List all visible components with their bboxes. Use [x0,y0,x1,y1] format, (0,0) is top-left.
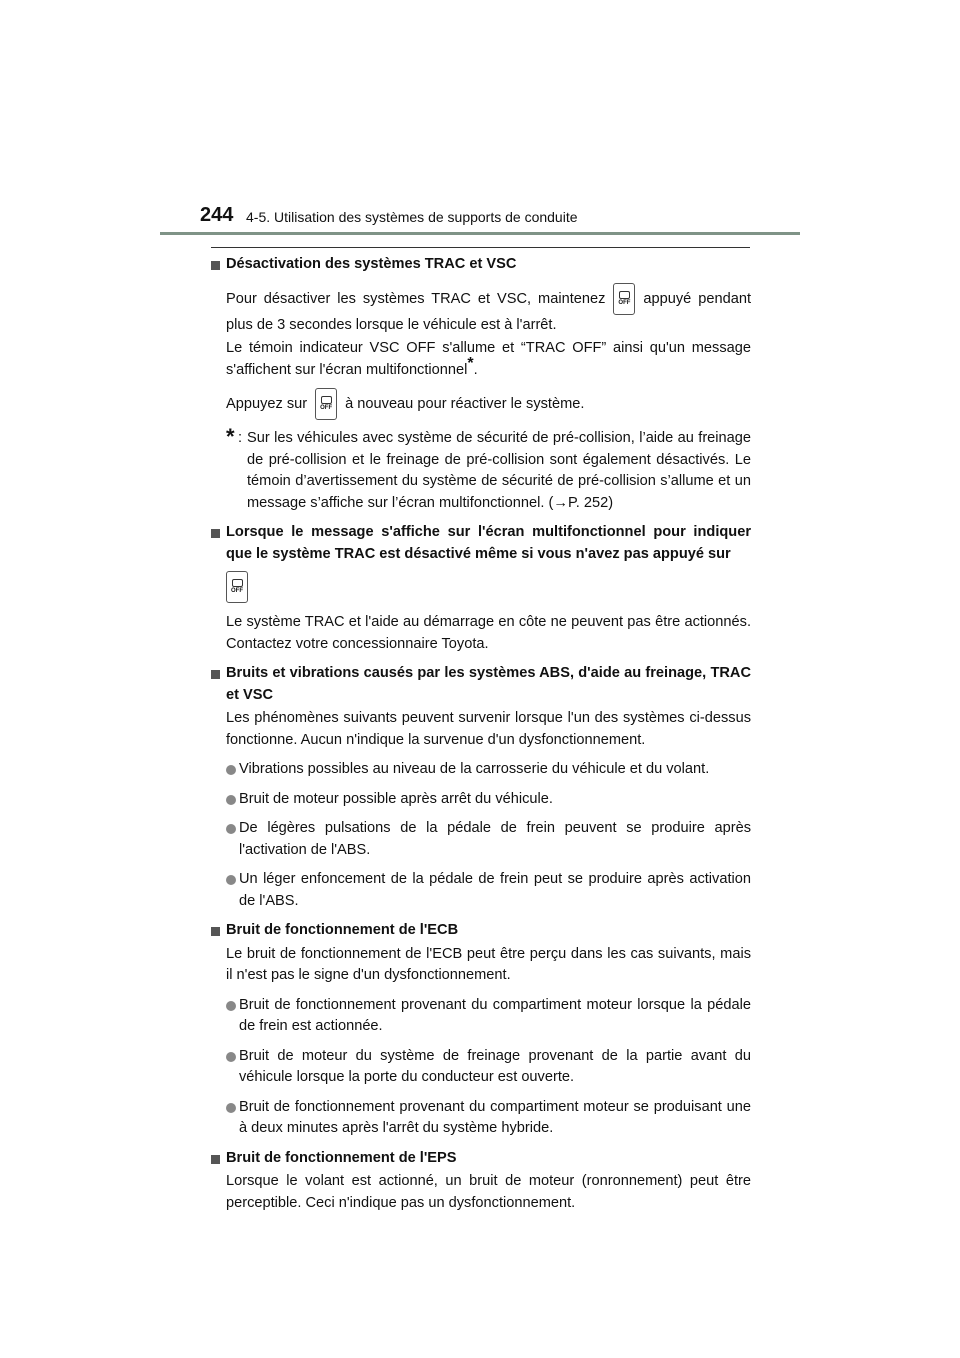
bullet-icon [226,824,236,834]
section-square-icon [211,670,220,679]
list-item: Bruit de moteur du système de freinage provenant de la partie avant du véhicule lorsque la porte du conducteur est ouverte. [211,1046,751,1089]
trac-vsc-off-button-icon [226,571,248,603]
section-square-icon [211,261,220,270]
page-header [0,200,960,240]
section-title: Désactivation des systèmes TRAC et VSC [211,254,751,276]
section-title: Bruits et vibrations causés par les systèmes ABS, d'aide au freinage, TRAC et VSC [211,663,751,706]
header-divider [160,232,800,235]
paragraph: Appuyez sur OFF à nouveau pour réactiver le système. [211,388,751,420]
page-content [211,254,751,1214]
off-text-icon: OFF [231,588,243,594]
paragraph: Pour désactiver les systèmes TRAC et VSC, maintenez OFF appuyé pendant plus de 3 secondes lorsque le véhicule est à l'arrêt. [211,283,751,337]
bullet-icon [226,875,236,885]
list-item: De légères pulsations de la pédale de frein peuvent se produire après l'activation de l'ABS. [211,818,751,861]
trac-vsc-off-button-icon [613,283,635,315]
car-slip-icon [232,579,243,587]
section-square-icon [211,927,220,936]
icon-line [211,571,751,605]
bullet-icon [226,765,236,775]
section-title: Lorsque le message s'affiche sur l'écran multifonctionnel pour indiquer que le système TRAC est désactivé même si vous n'avez pas appuyé sur [211,522,751,565]
paragraph: Le témoin indicateur VSC OFF s'allume et “TRAC OFF” ainsi qu'un message s'affichent sur l'écran multifonctionnel*. [226,340,751,378]
bullet-icon [226,1052,236,1062]
section-title: Bruit de fonctionnement de l'ECB [211,920,751,942]
car-slip-icon [619,291,630,299]
paragraph: Lorsque le volant est actionné, un bruit de moteur (ronronnement) peut être perceptible. Ceci n'indique pas un dysfonctionnement. [226,1173,751,1211]
bullet-icon [226,1103,236,1113]
footnote: * : Sur les véhicules avec système de sécurité de pré-collision, l’aide au freinage de pré-collision et le freinage de pré-collision sont également désactivés. Le témoin d’avertissement du système de sécurité de pré-collision s’allume et un message s’affiche sur l’écran multifonctionnel. (→P. 252) [226,424,751,511]
list-item: Un léger enfoncement de la pédale de frein peut se produire après activation de l'ABS. [211,869,751,912]
chapter-title: 4-5. Utilisation des systèmes de supports de conduite [246,209,578,225]
paragraph: Le bruit de fonctionnement de l'ECB peut être perçu dans les cas suivants, mais il n'est pas le signe d'un dysfonctionnement. [226,945,751,983]
paragraph: Les phénomènes suivants peuvent survenir lorsque l'un des systèmes ci-dessus fonctionne. Aucun n'indique la survenue d'un dysfonctionnement. [226,710,751,748]
trac-vsc-off-button-icon [315,388,337,420]
page-number: 244 [200,204,234,226]
list-item: Bruit de fonctionnement provenant du compartiment moteur se produisant une à deux minutes après l'arrêt du système hybride. [211,1097,751,1140]
list-item: Bruit de fonctionnement provenant du compartiment moteur lorsque la pédale de frein est actionnée. [211,995,751,1038]
bullet-icon [226,795,236,805]
page-reference[interactable]: P. 252) [567,494,614,511]
section-title: Bruit de fonctionnement de l'EPS [211,1148,751,1170]
bullet-icon [226,1001,236,1011]
section-square-icon [211,1155,220,1164]
footnote-mark: * [226,424,235,449]
section-divider [211,247,750,248]
section-square-icon [211,529,220,538]
arrow-right-icon: → [553,494,568,511]
car-slip-icon [321,396,332,404]
paragraph: Le système TRAC et l'aide au démarrage en côte ne peuvent pas être actionnés. Contactez votre concessionnaire Toyota. [226,614,751,652]
off-text-icon: OFF [320,405,333,411]
off-text-icon: OFF [618,299,631,306]
list-item: Bruit de moteur possible après arrêt du véhicule. [211,789,751,811]
list-item: Vibrations possibles au niveau de la carrosserie du véhicule et du volant. [211,759,751,781]
